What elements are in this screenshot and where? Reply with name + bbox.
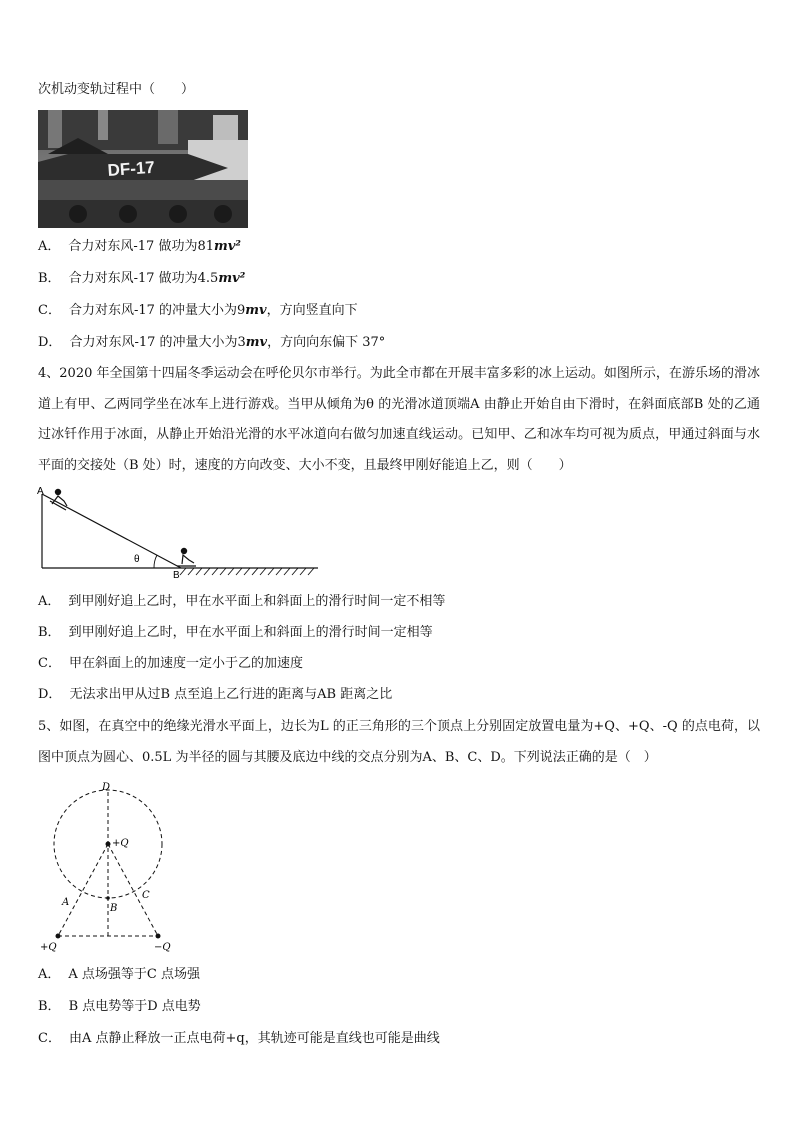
option-letter: B．	[38, 271, 61, 286]
label-right-charge: −Q	[154, 942, 171, 953]
label-d: D	[102, 782, 111, 793]
label-left-charge: +Q	[40, 942, 57, 953]
q5-option-a	[38, 966, 200, 984]
question-5-stem: 5、如图，在真空中的绝缘光滑水平面上，边长为L 的正三角形的三个顶点上分别固定放置电量为+Q、+Q、-Q 的点电荷，以图中顶点为圆心、0.5L 为半径的圆与其腰及底边中线的交点分别为A、B、C、D。下列说法正确的是（ ）	[38, 719, 760, 765]
option-text: 合力对东风-17 做功为4.5	[68, 271, 219, 286]
label-b: B	[110, 903, 118, 914]
option-text: 无法求出甲从过B 点至追上乙行进的距离与AB 距离之比	[69, 687, 393, 702]
option-letter: C．	[38, 303, 61, 318]
df17-illustration	[38, 110, 248, 228]
q3-option-c	[38, 302, 358, 320]
option-text-after: ，方向向东偏下 37°	[267, 335, 386, 350]
option-letter: A．	[38, 967, 61, 982]
option-letter: A．	[38, 239, 61, 254]
label-a: A	[37, 486, 44, 497]
q5-option-b	[38, 998, 201, 1016]
q4-option-c	[38, 655, 303, 673]
option-text: 合力对东风-17 做功为81	[68, 239, 214, 254]
label-theta: θ	[134, 554, 140, 565]
option-text: B 点电势等于D 点电势	[68, 999, 201, 1014]
question-4-stem: 4、2020 年全国第十四届冬季运动会在呼伦贝尔市举行。为此全市都在开展丰富多彩的冰上运动。如图所示，在游乐场的滑冰道上有甲、乙两同学坐在冰车上进行游戏。当甲从倾角为θ 的光滑冰道顶端A 由静止开始自由下滑时，在斜面底部B 处的乙通过冰钎作用于冰面，从静止开始沿光滑的水平冰道向右做匀加速直线运动。已知甲、乙和冰车均可视为质点，甲通过斜面与水平面的交接处（B 处）时，速度的方向改变、大小不变，且最终甲刚好能追上乙，则（ ）	[38, 366, 760, 473]
label-top-charge: +Q	[112, 838, 129, 849]
q3-option-d	[38, 334, 385, 352]
option-text: 甲在斜面上的加速度一定小于乙的加速度	[68, 656, 303, 671]
q5-charges-figure	[36, 780, 196, 959]
option-letter: B．	[38, 999, 61, 1014]
label-b: B	[173, 570, 180, 580]
option-letter: C．	[38, 1031, 61, 1046]
q4-option-d	[38, 686, 392, 704]
df17-photo	[38, 110, 248, 228]
option-text: 合力对东风-17 的冲量大小为9	[68, 303, 246, 318]
option-letter: D．	[38, 687, 62, 702]
q5-option-c	[38, 1030, 440, 1048]
option-formula: mv	[245, 335, 268, 350]
label-a: A	[62, 897, 70, 908]
q4-option-b	[38, 624, 433, 642]
option-text: 到甲刚好追上乙时，甲在水平面上和斜面上的滑行时间一定相等	[68, 625, 433, 640]
q4-option-a	[38, 593, 445, 611]
option-text: 合力对东风-17 的冲量大小为3	[69, 335, 246, 350]
option-letter: C．	[38, 656, 61, 671]
option-letter: A．	[38, 594, 61, 609]
option-letter: B．	[38, 625, 61, 640]
label-c: C	[142, 890, 150, 901]
option-formula: mv²	[214, 239, 242, 254]
option-formula: mv	[245, 303, 267, 318]
q3-option-a	[38, 238, 241, 256]
q4-incline-figure	[36, 484, 326, 584]
option-text: A 点场强等于C 点场强	[68, 967, 200, 982]
option-letter: D．	[38, 335, 62, 350]
option-text: 到甲刚好追上乙时，甲在水平面上和斜面上的滑行时间一定不相等	[68, 594, 446, 609]
option-text-after: ，方向竖直向下	[266, 303, 358, 318]
option-formula: mv²	[218, 271, 246, 286]
question-3-stem-tail: 次机动变轨过程中（ ）	[38, 82, 195, 97]
df17-label: DF-17	[106, 157, 156, 180]
sled-person-b-icon	[177, 548, 196, 566]
q3-option-b	[38, 270, 245, 288]
option-text: 由A 点静止释放一正点电荷+q，其轨迹可能是直线也可能是曲线	[68, 1031, 440, 1046]
